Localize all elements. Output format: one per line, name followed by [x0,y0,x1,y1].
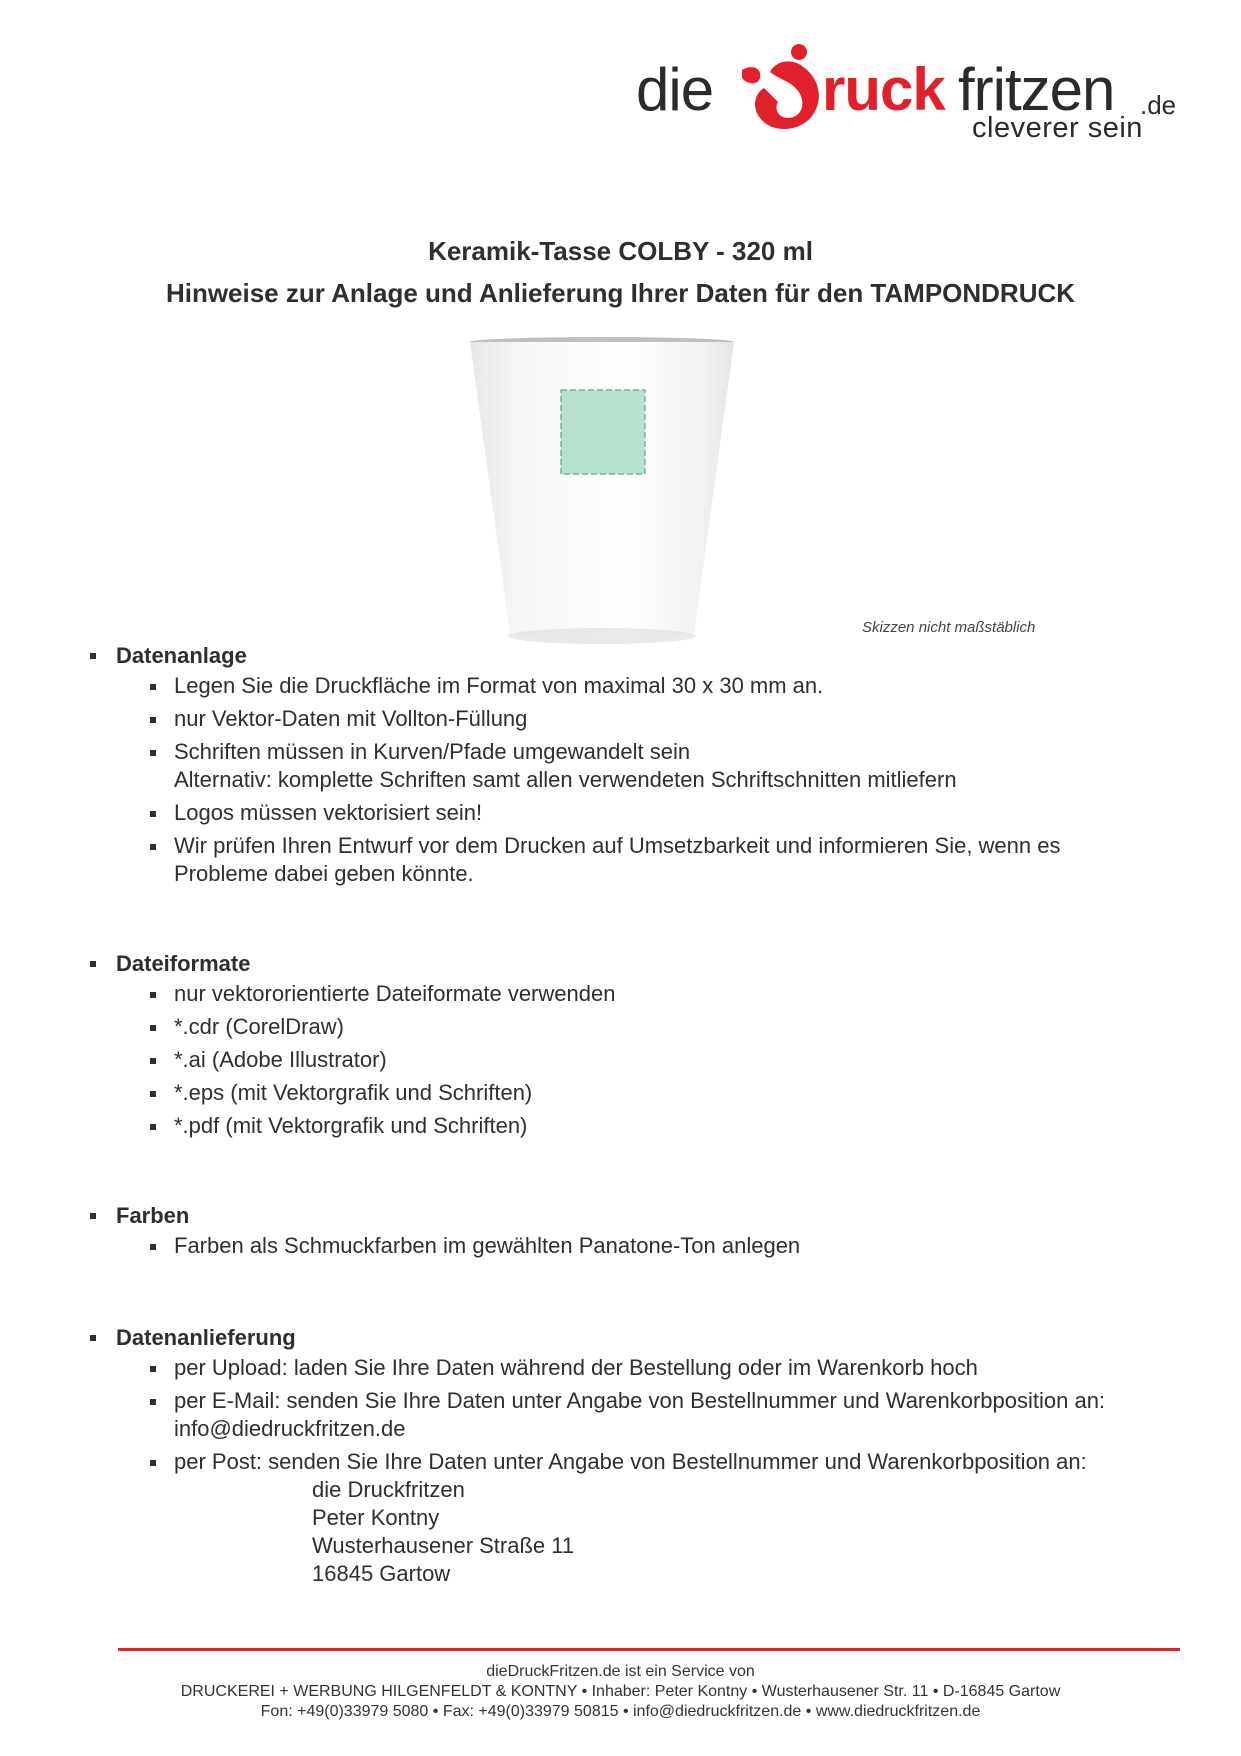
bullet-marker [150,684,156,690]
bullet-marker [150,1058,156,1064]
section-heading: Datenanlieferung [90,1322,1105,1354]
logo-drop-icon [732,38,832,138]
list-item: nur vektororientierte Dateiformate verwenden [150,980,615,1008]
list-item: Wir prüfen Ihren Entwurf vor dem Drucken auf Umsetzbarkeit und informieren Sie, wenn es Probleme dabei geben könnte. [150,832,1061,888]
section-heading: Farben [90,1200,800,1232]
footer-line: DRUCKEREI + WERBUNG HILGENFELDT & KONTNY • Inhaber: Peter Kontny • Wusterhausener Str. 11 • D-16845 Gartow [180,1683,1061,1700]
product-title: Keramik-Tasse COLBY - 320 ml [428,236,813,266]
logo-domain-suffix: .de [1140,90,1177,120]
list-item: Schriften müssen in Kurven/Pfade umgewandelt sein Alternativ: komplette Schriften samt allen verwendeten Schriftschnitten mitliefern [150,738,1061,794]
email-text: info@diedruckfritzen.de [174,1416,406,1441]
list-item: nur Vektor-Daten mit Vollton-Füllung [150,705,1061,733]
list-item: Farben als Schmuckfarben im gewählten Panatone-Ton anlegen [150,1232,800,1260]
list-item: *.cdr (CorelDraw) [150,1013,615,1041]
bullet-marker [150,811,156,817]
bullet-marker [90,1213,96,1219]
list-item: per Post: senden Sie Ihre Daten unter Angabe von Bestellnummer und Warenkorbposition an: die Druckfritzen Peter Kontny Wusterhausener Straße 11 16845 Gartow [150,1448,1105,1588]
scale-note: Skizzen nicht maßstäblich [862,619,1036,636]
section-dateiformate [90,948,615,1145]
list-item: Logos müssen vektorisiert sein! [150,799,1061,827]
list-item: Legen Sie die Druckfläche im Format von maximal 30 x 30 mm an. [150,672,1061,700]
address-line: Wusterhausener Straße 11 [312,1533,575,1558]
bullet-marker [150,1460,156,1466]
section-datenanlage [90,640,1061,893]
bullet-marker [150,1366,156,1372]
section-list [90,672,1061,888]
section-list [90,1232,800,1260]
footer-divider [118,1648,1180,1651]
list-item: per Upload: laden Sie Ihre Daten während der Bestellung oder im Warenkorb hoch [150,1354,1105,1382]
logo-text-fritzen: fritzen [958,56,1115,123]
address-line: die Druckfritzen [312,1477,465,1502]
print-area-marker [561,390,645,474]
list-item: per E-Mail: senden Sie Ihre Daten unter Angabe von Bestellnummer und Warenkorbposition an: info@diedruckfritzen.de [150,1387,1105,1443]
bullet-marker [150,750,156,756]
footer-line: dieDruckFritzen.de ist ein Service von [486,1663,755,1680]
bullet-marker [150,717,156,723]
section-datenanlieferung [90,1322,1105,1593]
address-line: Peter Kontny [312,1505,440,1530]
section-heading: Datenanlage [90,640,1061,672]
list-item: *.pdf (mit Vektorgrafik und Schriften) [150,1112,615,1140]
bullet-marker [90,961,96,967]
address-line: 16845 Gartow [312,1561,451,1586]
bullet-marker [150,1244,156,1250]
section-heading: Dateiformate [90,948,615,980]
cup-illustration [462,334,742,654]
page-footer [0,1662,1241,1722]
section-list [90,980,615,1140]
bullet-marker [150,1091,156,1097]
list-item: *.ai (Adobe Illustrator) [150,1046,615,1074]
bullet-marker [90,1335,96,1341]
logo-tagline: cleverer sein [972,112,1143,144]
logo-text-ruck: ruck [822,56,945,123]
bullet-marker [150,844,156,850]
section-list [90,1354,1105,1588]
bullet-marker [150,1124,156,1130]
document-subtitle: Hinweise zur Anlage und Anlieferung Ihrer Daten für den TAMPONDRUCK [165,278,1076,308]
bullet-marker [150,1025,156,1031]
bullet-marker [150,992,156,998]
brand-logo [636,32,1196,152]
bullet-marker [150,1399,156,1405]
section-farben [90,1200,800,1265]
footer-line: Fon: +49(0)33979 5080 • Fax: +49(0)33979 50815 • info@diedruckfritzen.de • www.diedruckfritzen.de [260,1703,981,1720]
list-item: *.eps (mit Vektorgrafik und Schriften) [150,1079,615,1107]
logo-text-die: die [636,56,714,123]
bullet-marker [90,653,96,659]
